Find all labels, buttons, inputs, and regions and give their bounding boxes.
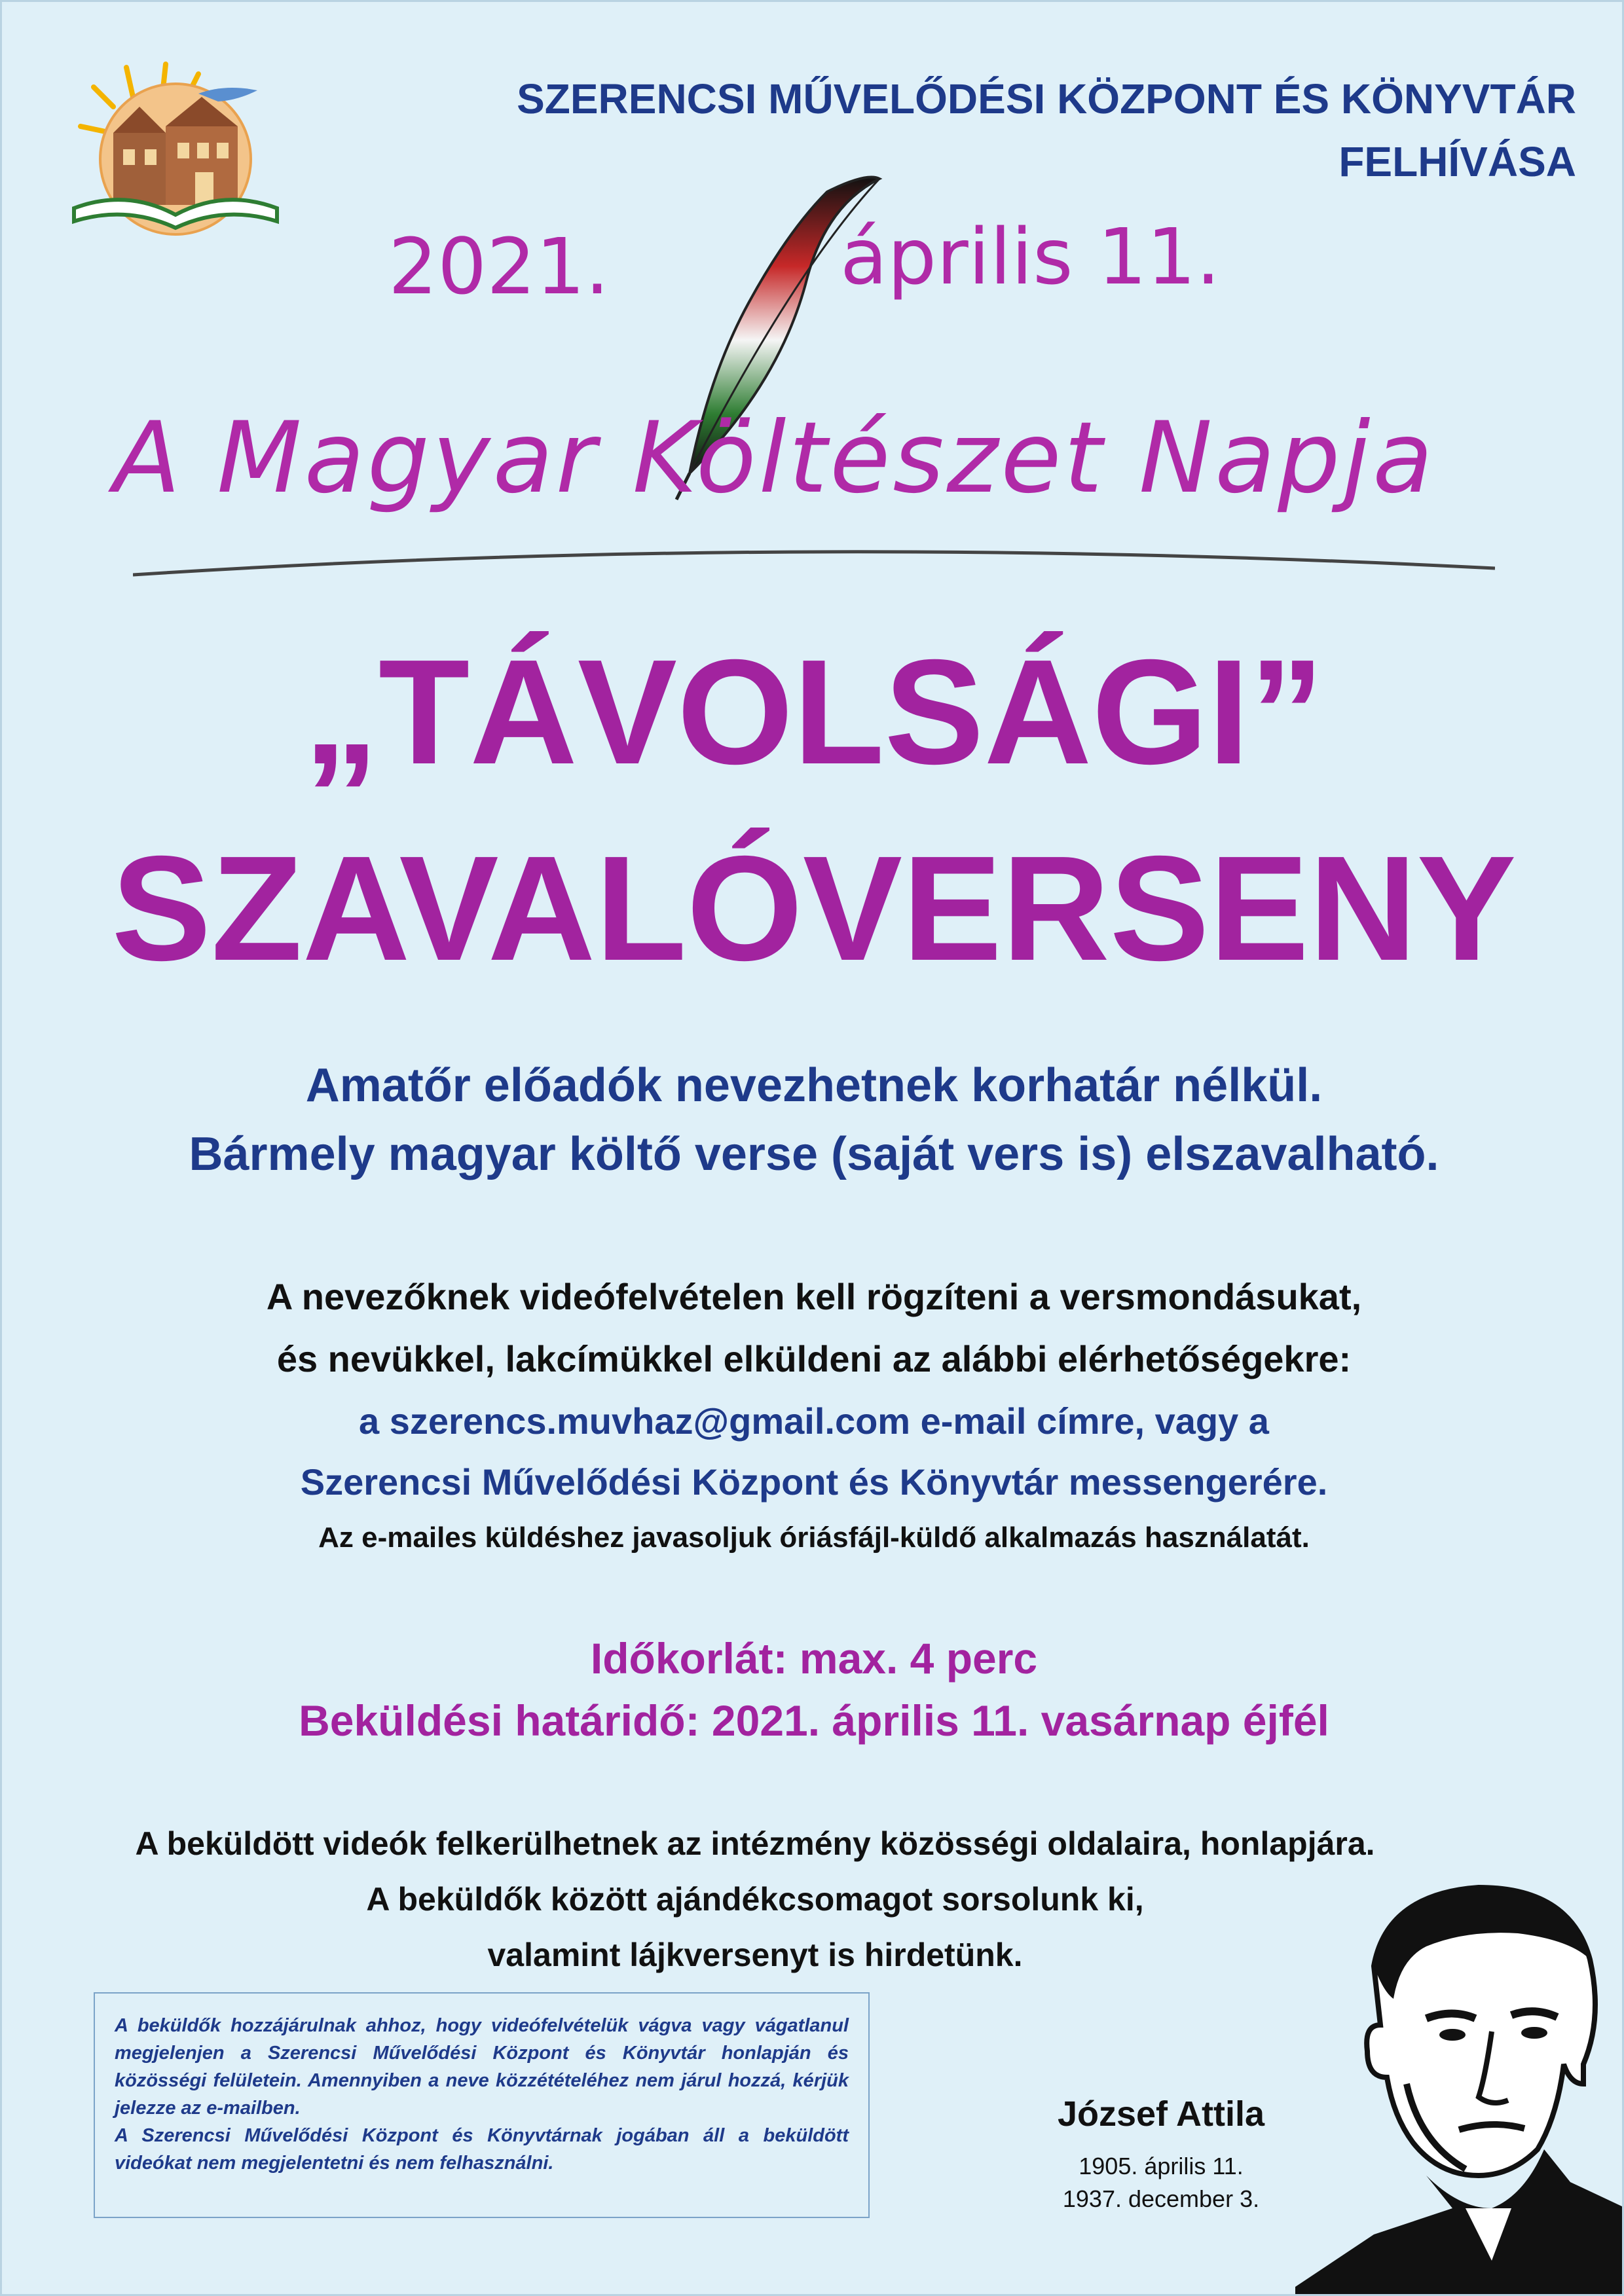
poet-death-date: 1937. december 3. [1062, 2185, 1260, 2212]
submission-deadline: Beküldési határidő: 2021. április 11. vasárnap éjfél [299, 1696, 1329, 1745]
poet-name: József Attila [1057, 2094, 1265, 2134]
main-title-line-1: „TÁVOLSÁGI” [303, 629, 1325, 795]
poet-portrait-icon [1295, 1868, 1624, 2296]
instruction-line-2: és nevükkel, lakcímükkel elküldeni az alábbi elérhetőségekre: [276, 1338, 1352, 1379]
instruction-email-line: a szerencs.muvhaz@gmail.com e-mail címre, vagy a [359, 1400, 1269, 1442]
instruction-messenger-line: Szerencsi Művelődési Központ és Könyvtár messengerére. [300, 1461, 1328, 1503]
event-date: április 11. [840, 211, 1221, 302]
lead-line-2: Bármely magyar költő verse (saját vers is) elszavalható. [189, 1128, 1439, 1180]
poet-birth-date: 1905. április 11. [1079, 2153, 1244, 2179]
main-title-line-2: SZAVALÓVERSENY [111, 826, 1517, 992]
organizer-line-1: SZERENCSI MŰVELŐDÉSI KÖZPONT ÉS KÖNYVTÁR [517, 75, 1576, 122]
event-name: A Magyar Költészet Napja [113, 401, 1436, 515]
disclaimer-box [94, 1992, 870, 2218]
divider-line [133, 539, 1495, 578]
time-limit: Időkorlát: max. 4 perc [590, 1634, 1038, 1683]
organizer-line-2: FELHÍVÁSA [1338, 138, 1576, 185]
closing-line-1: A beküldött videók felkerülhetnek az intézmény közösségi oldalaira, honlapjára. [135, 1825, 1375, 1862]
closing-line-3: valamint lájkversenyt is hirdetünk. [487, 1937, 1023, 1973]
lead-line-1: Amatőr előadók nevezhetnek korhatár nélkül. [305, 1059, 1323, 1112]
library-logo-icon [67, 61, 284, 238]
organizer-header [332, 67, 1576, 193]
instruction-note: Az e-mailes küldéshez javasoljuk óriásfájl-küldő alkalmazás használatát. [318, 1522, 1310, 1554]
instruction-line-1: A nevezőknek videófelvételen kell rögzíteni a versmondásukat, [266, 1276, 1362, 1317]
disclaimer-paragraph-1: A beküldők hozzájárulnak ahhoz, hogy videófelvételük vágva vagy vágatlanul megjelenjen a Szerencsi Művelődési Központ és Könyvtár honlapján és közösségi felületein. Amennyiben a neve közzétételéhez nem járul hozzá, kérjük jelezze az e-mailben. [115, 2015, 849, 2119]
event-year: 2021. [388, 221, 610, 312]
disclaimer-paragraph-2: A Szerencsi Művelődési Központ és Könyvtárnak jogában áll a beküldött videókat nem megjelentetni és nem felhasználni. [115, 2125, 849, 2174]
closing-line-2: A beküldők között ajándékcsomagot sorsolunk ki, [366, 1881, 1144, 1918]
